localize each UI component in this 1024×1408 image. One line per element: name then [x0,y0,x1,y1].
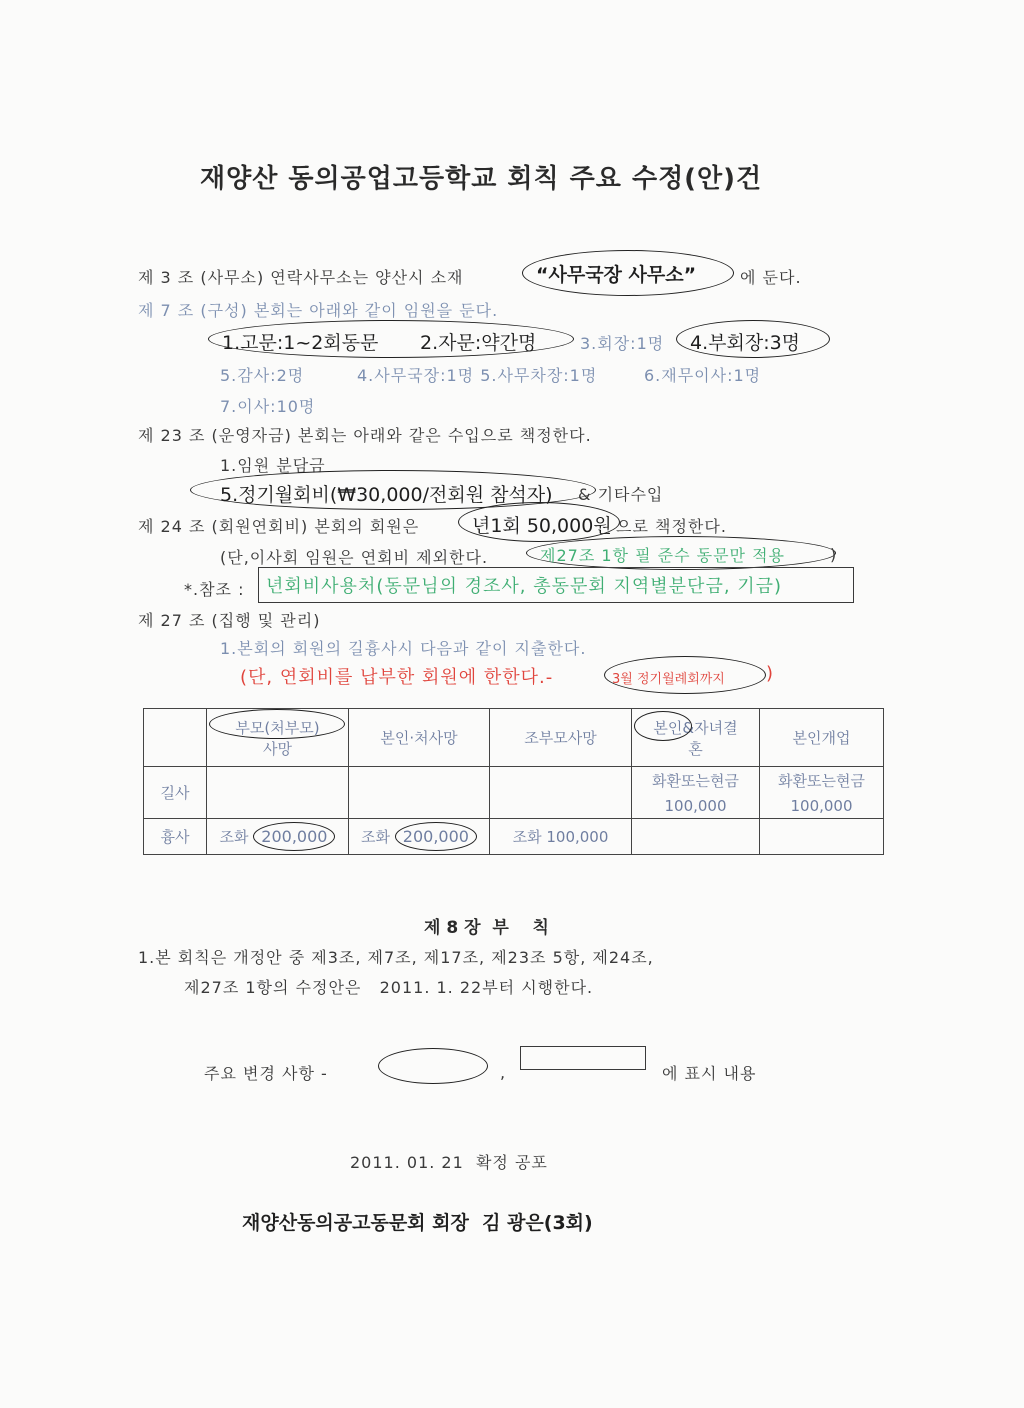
table-cell [349,767,490,819]
cell-amount-highlight: 200,000 [253,822,335,851]
header-parents-line1: 부모(처부모) [235,718,320,737]
promulgation-date: 2011. 01. 21 확정 공포 [350,1153,548,1172]
table-cell: 조화 100,000 [490,819,632,855]
table-cell [632,767,760,819]
article-27-deadline: 3월 정기월례회까지 [612,672,725,687]
table-cell [207,819,349,855]
legend-ellipse-sample [378,1048,488,1084]
article-24-note-condition: 제27조 1항 필 준수 동문만 적용 [540,546,785,565]
officer-secretary: 4.사무국장:1명 5.사무차장:1명 [357,366,598,385]
table-cell [632,819,760,855]
article-3-text: 제 3 조 (사무소) 연락사무소는 양산시 소재 [138,268,464,287]
page-title: 재양산 동의공업고등학교 회칙 주요 수정(안)건 [200,164,763,194]
article-23-text: 제 23 조 (운영자금) 본회는 아래와 같은 수입으로 책정한다. [138,426,592,445]
cell-wreath-or-cash: 화환또는현금 [652,772,739,790]
officer-auditor: 5.감사:2명 [220,366,305,385]
article-23-item-1: 1.임원 분담금 [220,456,326,475]
cell-amount: 100,000 [664,797,727,815]
highlight-ellipse [209,709,345,739]
table-corner [144,709,207,767]
officer-treasurer: 6.재무이사:1명 [644,366,762,385]
annual-fee-amount: 년1회 50,000원 [472,515,612,537]
header-wedding-children: &자녀결 [682,718,738,737]
cell-wreath: 조화 [361,828,391,846]
article-24-note: (단,이사회 임원은 연회비 제외한다. [220,548,489,567]
cell-wreath: 조화 [219,828,249,846]
article-24-text: 제 24 조 (회원연회비) 본회의 회원은 [138,517,420,536]
legend-box-sample [520,1046,646,1070]
legend-comma: , [500,1063,507,1082]
supplementary-line-2: 제27조 1항의 수정안은 2011. 1. 22부터 시행한다. [184,978,594,997]
header-wedding [632,709,760,767]
row-label-condolence: 흉사 [144,819,207,855]
table-cell [760,819,884,855]
supplementary-line-1: 1.본 회칙은 개정안 중 제3조, 제7조, 제17조, 제23조 5항, 제24조, [138,948,654,967]
article-7-text: 제 7 조 (구성) 본회는 아래와 같이 임원을 둔다. [138,301,499,320]
chapter-heading: 제 8 장 부 칙 [424,918,549,938]
article-3-office: “사무국장 사무소” [536,264,697,286]
article-3-tail: 에 둔다. [740,268,802,287]
cell-amount-highlight: 200,000 [395,822,477,851]
officer-vice-president: 4.부회장:3명 [690,332,801,354]
row-label-celebration: 길사 [144,767,207,819]
header-parents [207,709,349,767]
header-business-opening: 본인개업 [760,709,884,767]
officer-president: 3.회장:1명 [580,334,665,353]
table-cell [207,767,349,819]
table-cell [490,767,632,819]
table-cell [349,819,490,855]
header-self-spouse: 본인·처사망 [349,709,490,767]
signature-line: 재양산동의공고동문회 회장 김 광은(3회) [242,1212,593,1234]
table-cell [760,767,884,819]
reference-label: *.참조 : [184,580,245,599]
article-27-item-1: 1.본회의 회원의 길흉사시 다음과 같이 지출한다. [220,639,587,658]
article-24-tail: 으로 책정한다. [616,517,727,536]
article-24-note-close: ) [830,545,838,564]
highlight-ellipse [634,711,692,741]
article-23-item-5: 5.정기월회비(₩30,000/전회원 참석자) [220,484,553,506]
article-27-condition-close: ) [766,663,774,684]
cell-amount: 100,000 [790,797,853,815]
cell-wreath-or-cash: 화환또는현금 [778,772,865,790]
officer-advisor: 1.고문:1~2회동문 [222,332,379,354]
article-27-condition: (단, 연회비를 납부한 회원에 한한다.- [240,667,554,688]
header-parents-line2: 사망 [263,739,292,758]
reference-text: 년회비사용처(동문님의 경조사, 총동문회 지역별분단금, 기금) [266,576,783,597]
expense-table [143,708,884,855]
legend-tail: 에 표시 내용 [662,1064,757,1083]
header-wedding-line2: 혼 [688,739,703,758]
header-grandparents: 조부모사망 [490,709,632,767]
officer-consultant: 2.자문:약간명 [420,332,537,354]
article-27-text: 제 27 조 (집행 및 관리) [138,611,321,630]
officer-director: 7.이사:10명 [220,397,316,416]
legend-label: 주요 변경 사항 - [204,1064,328,1083]
article-23-item-tail: & 기타수입 [578,485,664,504]
header-wedding-self: 본인 [653,718,683,737]
